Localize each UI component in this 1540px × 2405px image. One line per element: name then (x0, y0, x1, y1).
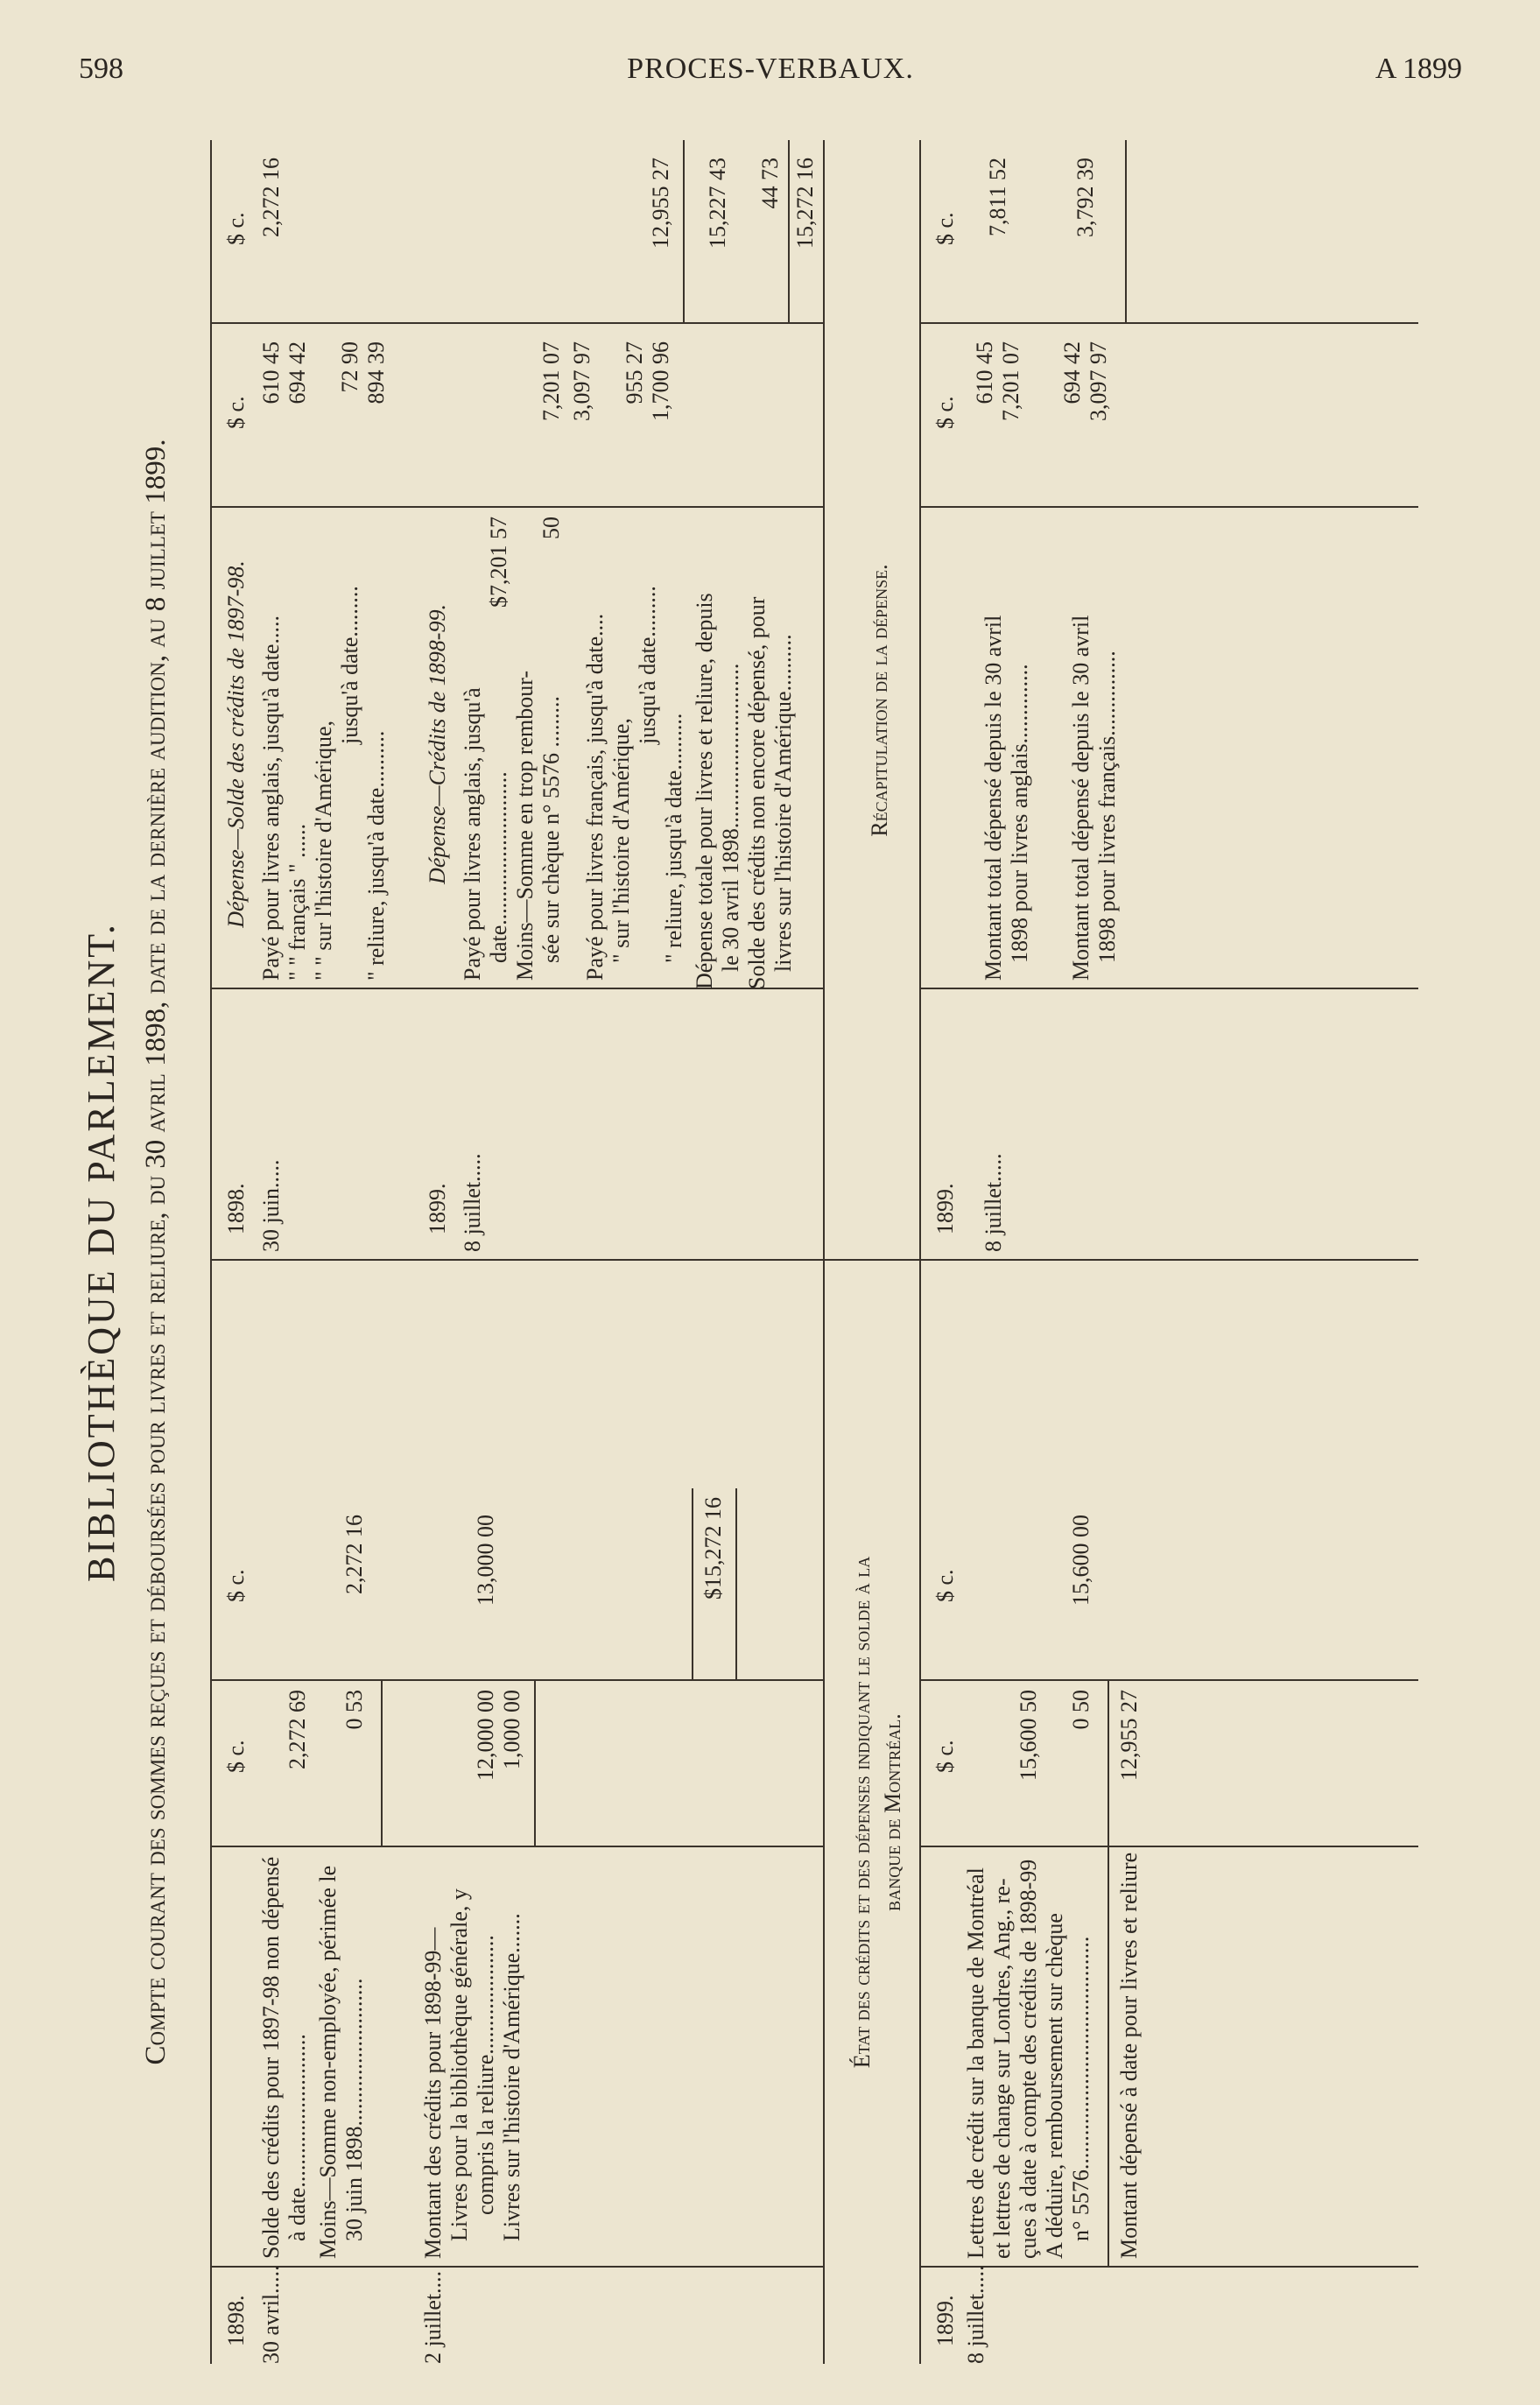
right-amt2-col-rule (210, 322, 823, 324)
s3-line: Payé pour livres français, jusqu'à date.... (582, 613, 608, 981)
subtitle: Compte courant des sommes reçues et déboursées pour livres et reliure, du 30 avril 1898, date de la dernière audition, au 8 juillet 1899. (140, 439, 172, 2065)
section2-title: Dépense—Crédits de 1898-99. (425, 604, 450, 884)
etat-amt1-rule (919, 1846, 1418, 1847)
recap-a-line1: Montant total dépensé depuis le 30 avril (981, 615, 1006, 981)
depense-line2: le 30 avril 1898............................. (718, 663, 743, 972)
solde2-amount: 44 73 (757, 158, 783, 209)
etat-line5: n° 5576......................................... (1068, 1936, 1093, 2241)
left-year-1898: 1898. (223, 2295, 249, 2346)
s4-line2: jusqu'à date......... (635, 586, 660, 744)
page-number: 598 (79, 53, 123, 85)
page-title: PROCES-VERBAUX. (627, 53, 914, 85)
recap-title: Récapitulation de la dépense. (867, 564, 892, 837)
etat-total: 15,600 00 (1068, 1515, 1093, 1606)
r2-line: " " français " ...... (285, 823, 310, 981)
depense-line1: Dépense totale pour livres et reliure, depuis (692, 593, 717, 989)
etat-line4: A déduire, remboursement sur chèque (1042, 1913, 1067, 2259)
s5-amount: 1,700 96 (648, 341, 673, 421)
right-year-1898: 1898. (223, 1183, 249, 1234)
etat-amt2-rule (919, 1679, 1418, 1681)
left-amt1-col-rule (210, 1846, 823, 1847)
recap-bottom-rule (1125, 140, 1127, 324)
left-total-rule-bottom (735, 1488, 737, 1681)
left-amt1-head: $ c. (223, 1740, 249, 1773)
livres-amount: 12,000 00 (473, 1690, 498, 1781)
right-amt2-head: $ c. (223, 212, 249, 245)
right-subtotal-2: 12,955 27 (648, 158, 673, 249)
etat-amt1-head: $ c. (932, 1740, 958, 1773)
right-subtotal-1: 2,272 16 (258, 158, 284, 237)
etat-amount2: 0 50 (1068, 1690, 1093, 1730)
solde-line2: à date........................... (285, 2034, 310, 2241)
s1-line2: date........................... (486, 771, 511, 963)
etat-line6: Montant dépensé à date pour livres et reliure (1116, 1852, 1142, 2259)
r4-amount: 894 39 (363, 341, 389, 404)
solde2-line2: livres sur l'histoire d'Amérique.......... (770, 634, 796, 972)
etat-amount3: 12,955 27 (1116, 1690, 1142, 1781)
amerique-line: Livres sur l'histoire d'Amérique....... (499, 1913, 524, 2241)
recap-b-total: 3,792 39 (1072, 158, 1098, 237)
s5-line: " reliure, jusqu'à date.......... (661, 713, 686, 963)
right-year-1899: 1899. (425, 1183, 450, 1234)
left-sub2-rule (534, 1681, 536, 1847)
etat-date-rule (919, 2266, 1418, 2268)
r3-line2: jusqu'à date......... (337, 586, 362, 744)
recap-b2: 3,097 97 (1086, 341, 1111, 421)
s3-amount: 3,097 97 (569, 341, 594, 421)
moins-line1: Moins—Somme non-employée, périmée le (315, 1865, 341, 2259)
recap-year: 1899. (932, 1183, 958, 1234)
s1-amount: $7,201 57 (486, 517, 511, 608)
etat-date: 8 juillet..... (963, 2265, 988, 2364)
section1-title: Dépense—Solde des crédits de 1897-98. (223, 560, 249, 928)
amerique-amount: 1,000 00 (499, 1690, 524, 1769)
s1-line1: Payé pour livres anglais, jusqu'à (460, 687, 485, 981)
recap-amt1-head: $ c. (932, 396, 958, 429)
left-date-col-rule (210, 2266, 823, 2268)
right-total-rule (788, 140, 790, 324)
page-header (79, 53, 1462, 96)
recap-b1: 694 42 (1059, 341, 1085, 404)
center-divider (210, 1259, 1418, 1261)
s4-line1: " sur l'histoire d'Amérique, (608, 718, 634, 963)
recap-date-rule (919, 988, 1418, 989)
r3-line1: " " sur l'histoire d'Amérique, (311, 720, 336, 981)
recap-b-line1: Montant total dépensé depuis le 30 avril (1068, 615, 1093, 981)
etat-mid-rule (1108, 1681, 1109, 2268)
table-top-rule (210, 140, 212, 2364)
left-subtotal-1: 2,272 16 (341, 1515, 367, 1594)
etat-top-rule (919, 1261, 921, 2364)
recap-amt2-head: $ c. (932, 212, 958, 245)
solde2-line1: Solde des crédits non encore dépensé, pour (744, 596, 770, 989)
recap-date: 8 juillet..... (981, 1153, 1006, 1252)
s2-amount: 50 (538, 517, 564, 539)
recap-a-total: 7,811 52 (985, 158, 1010, 237)
r2-amount: 694 42 (285, 341, 310, 404)
left-date-2juillet: 2 juillet.... (420, 2270, 446, 2364)
recap-b-line2: 1898 pour livres français............... (1094, 650, 1120, 963)
left-grand-total: $15,272 16 (700, 1497, 726, 1600)
page-year: A 1899 (1375, 53, 1462, 85)
rotated-table-area (79, 140, 1462, 2364)
s-net-amount: 7,201 07 (538, 341, 564, 421)
etat-title-line1: État des crédits et des dépenses indiquant le solde à la (849, 1556, 875, 2069)
right-date-col-rule (210, 988, 823, 989)
depense-amount: 15,227 43 (705, 158, 730, 249)
etat-line2: et lettres de change sur Londres, Ang., re- (989, 1878, 1015, 2259)
left-amt2-col-rule (210, 1679, 823, 1681)
r4-line: " reliure, jusqu'à date.......... (363, 730, 389, 981)
livres-line1: Livres pour la bibliothèque générale, y (447, 1888, 472, 2241)
etat-line3: çues à date à compte des crédits de 1898-99 (1016, 1859, 1041, 2259)
right-sub2-rule (683, 140, 685, 324)
s4-amount: 955 27 (622, 341, 647, 404)
moins-line2: 30 juin 1898.......................... (341, 1978, 367, 2241)
right-grand-total: 15,272 16 (792, 158, 818, 249)
s2-line2: sée sur chèque n° 5576 ......... (538, 696, 564, 963)
s2-line1: Moins—Somme en trop rembour- (512, 670, 538, 981)
recap-top-rule (919, 140, 921, 1261)
recap-a2: 7,201 07 (998, 341, 1023, 421)
table-bottom-rule (823, 140, 825, 2364)
moins-amount: 0 53 (341, 1690, 367, 1730)
recap-amt2-rule (919, 322, 1418, 324)
montant-credits-line: Montant des crédits pour 1898-99— (420, 1927, 446, 2259)
recap-a-line2: 1898 pour livres anglais.............. (1007, 664, 1032, 963)
right-amt1-head: $ c. (223, 396, 249, 429)
etat-amount1: 15,600 50 (1016, 1690, 1041, 1781)
recap-amt1-rule (919, 506, 1418, 508)
r1-amount: 610 45 (258, 341, 284, 404)
etat-amt2-head: $ c. (932, 1569, 958, 1602)
etat-line1: Lettres de crédit sur la banque de Montréal (963, 1867, 988, 2259)
main-title: BIBLIOTHÈQUE DU PARLEMENT. (80, 922, 123, 1582)
left-sub1-rule (381, 1681, 383, 1847)
recap-a1: 610 45 (972, 341, 997, 404)
etat-year: 1899. (932, 2295, 958, 2346)
left-total-rule (692, 1488, 693, 1681)
left-amt2-head: $ c. (223, 1569, 249, 1602)
left-subtotal-2: 13,000 00 (473, 1515, 498, 1606)
left-date-30avril: 30 avril..... (258, 2265, 284, 2364)
right-date-30juin: 30 juin..... (258, 1159, 284, 1252)
etat-title-line2: banque de Montréal. (880, 1713, 905, 1911)
solde-line1: Solde des crédits pour 1897-98 non dépensé (258, 1856, 284, 2259)
livres-line2: compris la reliure..................... (473, 1935, 498, 2215)
r1-line: Payé pour livres anglais, jusqu'à date..... (258, 615, 284, 981)
right-amt1-col-rule (210, 506, 823, 508)
solde-amount: 2,272 69 (285, 1690, 310, 1769)
right-date-8juillet: 8 juillet..... (460, 1153, 485, 1252)
r3-amount: 72 90 (337, 341, 362, 393)
